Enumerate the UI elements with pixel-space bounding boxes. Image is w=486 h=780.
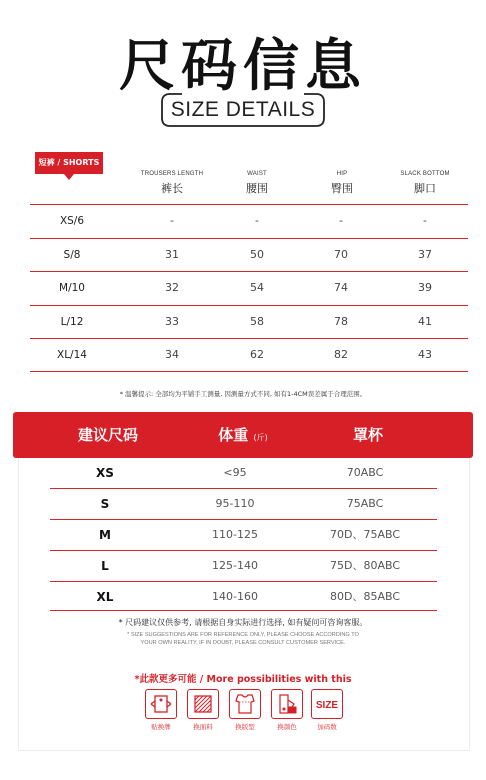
option-fabric: [186, 689, 220, 731]
column-header: [380, 171, 470, 196]
value-cell: 37: [418, 248, 432, 261]
header-size: 建议尺码: [77, 426, 138, 444]
value-cell: -: [255, 214, 259, 227]
table-row: [30, 271, 468, 304]
value-cell: 82: [334, 348, 348, 361]
size-cell: M: [99, 528, 111, 542]
value-cell: 39: [418, 281, 432, 294]
option-label: 换颜色: [277, 723, 297, 731]
header-weight-label: 体重: [218, 426, 249, 444]
subtitle-badge: [160, 92, 326, 128]
header-weight: [188, 412, 298, 458]
value-cell: 43: [418, 348, 432, 361]
category-tag: 短裤 / SHORTS: [35, 152, 103, 174]
more-possibilities-heading: *此款更多可能 / More possibilities with this: [134, 674, 352, 685]
column-header: [212, 171, 302, 196]
row-divider: [50, 610, 437, 611]
option-label: 贴换牌: [151, 723, 171, 731]
cup-cell: 80D、85ABC: [329, 590, 401, 603]
table-row: [50, 551, 437, 581]
size-cell: L: [101, 559, 109, 573]
weight-cell: <95: [223, 466, 247, 479]
garment-pattern-icon: [229, 689, 261, 719]
table-row: [50, 520, 437, 550]
suggestion-note-en-line1: * SIZE SUGGESTIONS ARE FOR REFERENCE ONLY, PLEASE CHOOSE ACCORDING TO: [127, 632, 359, 638]
weight-cell: 95-110: [215, 497, 255, 510]
cup-cell: 75D、80ABC: [329, 559, 401, 572]
value-cell: 41: [418, 315, 432, 328]
option-color: [270, 689, 304, 731]
table-row: [30, 238, 468, 271]
fabric-icon: [187, 689, 219, 719]
header-weight-unit: (斤): [253, 433, 268, 442]
page-title: 尺码信息: [119, 34, 367, 99]
option-tag-swap: [144, 689, 178, 731]
header-cup: 罩杯: [352, 426, 383, 444]
weight-cell: 140-160: [212, 590, 258, 603]
table-row: [50, 489, 437, 519]
value-cell: 32: [165, 281, 179, 294]
column-header-cn: 裤长: [161, 182, 183, 195]
tag-swap-icon: [145, 689, 177, 719]
size-cell: XL/14: [57, 349, 87, 361]
option-size: [310, 689, 344, 731]
column-header-cn: 臀围: [331, 182, 353, 195]
size-cell: M/10: [59, 282, 85, 294]
table-row: [30, 204, 468, 237]
value-cell: 34: [165, 348, 179, 361]
option-label: 换面料: [193, 723, 213, 731]
size-cell: S/8: [63, 249, 81, 261]
weight-cell: 110-125: [212, 528, 258, 541]
cup-cell: 75ABC: [346, 497, 384, 510]
size-cell: XS/6: [59, 215, 85, 227]
table-divider: [30, 371, 468, 372]
table-row: [50, 582, 437, 612]
value-cell: -: [423, 214, 427, 227]
value-cell: 50: [250, 248, 264, 261]
suggestion-note: * 尺码建议仅供参考, 请根据自身实际进行选择, 如有疑问可咨询客服。: [118, 618, 368, 627]
suggestion-note-en: [0, 631, 486, 647]
value-cell: -: [339, 214, 343, 227]
column-header-en: SLACK BOTTOM: [400, 171, 450, 177]
option-label: 加码数: [317, 723, 337, 731]
column-header-en: TROUSERS LENGTH: [140, 171, 204, 177]
suggestion-note-en-line2: YOUR OWN REALITY, IF IN DOUBT, PLEASE CONSULT CUSTOMER SERVICE.: [140, 640, 346, 646]
value-cell: 70: [334, 248, 348, 261]
value-cell: 58: [250, 315, 264, 328]
size-cell: S: [100, 497, 110, 511]
column-header-cn: 腰围: [246, 182, 268, 195]
column-header: [297, 171, 387, 196]
recommend-header: [13, 412, 473, 458]
size-cell: XL: [96, 590, 114, 604]
measure-note: * 温馨提示: 全部均为平铺手工测量, 因测量方式不同, 如有1-4CM误差属于合理范围。: [119, 390, 367, 398]
size-cell: L/12: [60, 316, 84, 328]
column-header-en: HIP: [336, 171, 348, 177]
column-header-cn: 脚口: [414, 182, 436, 195]
value-cell: 33: [165, 315, 179, 328]
svg-text:SIZE: SIZE: [315, 700, 339, 711]
tag-pointer: [64, 174, 74, 180]
option-label: 换版型: [235, 723, 255, 731]
weight-cell: 125-140: [212, 559, 258, 572]
value-cell: -: [170, 214, 174, 227]
option-pattern: [228, 689, 262, 731]
value-cell: 62: [250, 348, 264, 361]
table-row: [30, 305, 468, 338]
size-cell: XS: [96, 466, 114, 480]
cup-cell: 70ABC: [346, 466, 384, 479]
cup-cell: 70D、75ABC: [329, 528, 401, 541]
value-cell: 74: [334, 281, 348, 294]
color-swatch-icon: [271, 689, 303, 719]
table-row: [50, 458, 437, 488]
subtitle: SIZE DETAILS: [170, 98, 316, 121]
value-cell: 78: [334, 315, 348, 328]
column-header: [127, 171, 217, 196]
table-row: [30, 338, 468, 371]
column-header-en: WAIST: [247, 171, 267, 177]
value-cell: 54: [250, 281, 264, 294]
size-plus-icon: [311, 689, 343, 719]
value-cell: 31: [165, 248, 179, 261]
